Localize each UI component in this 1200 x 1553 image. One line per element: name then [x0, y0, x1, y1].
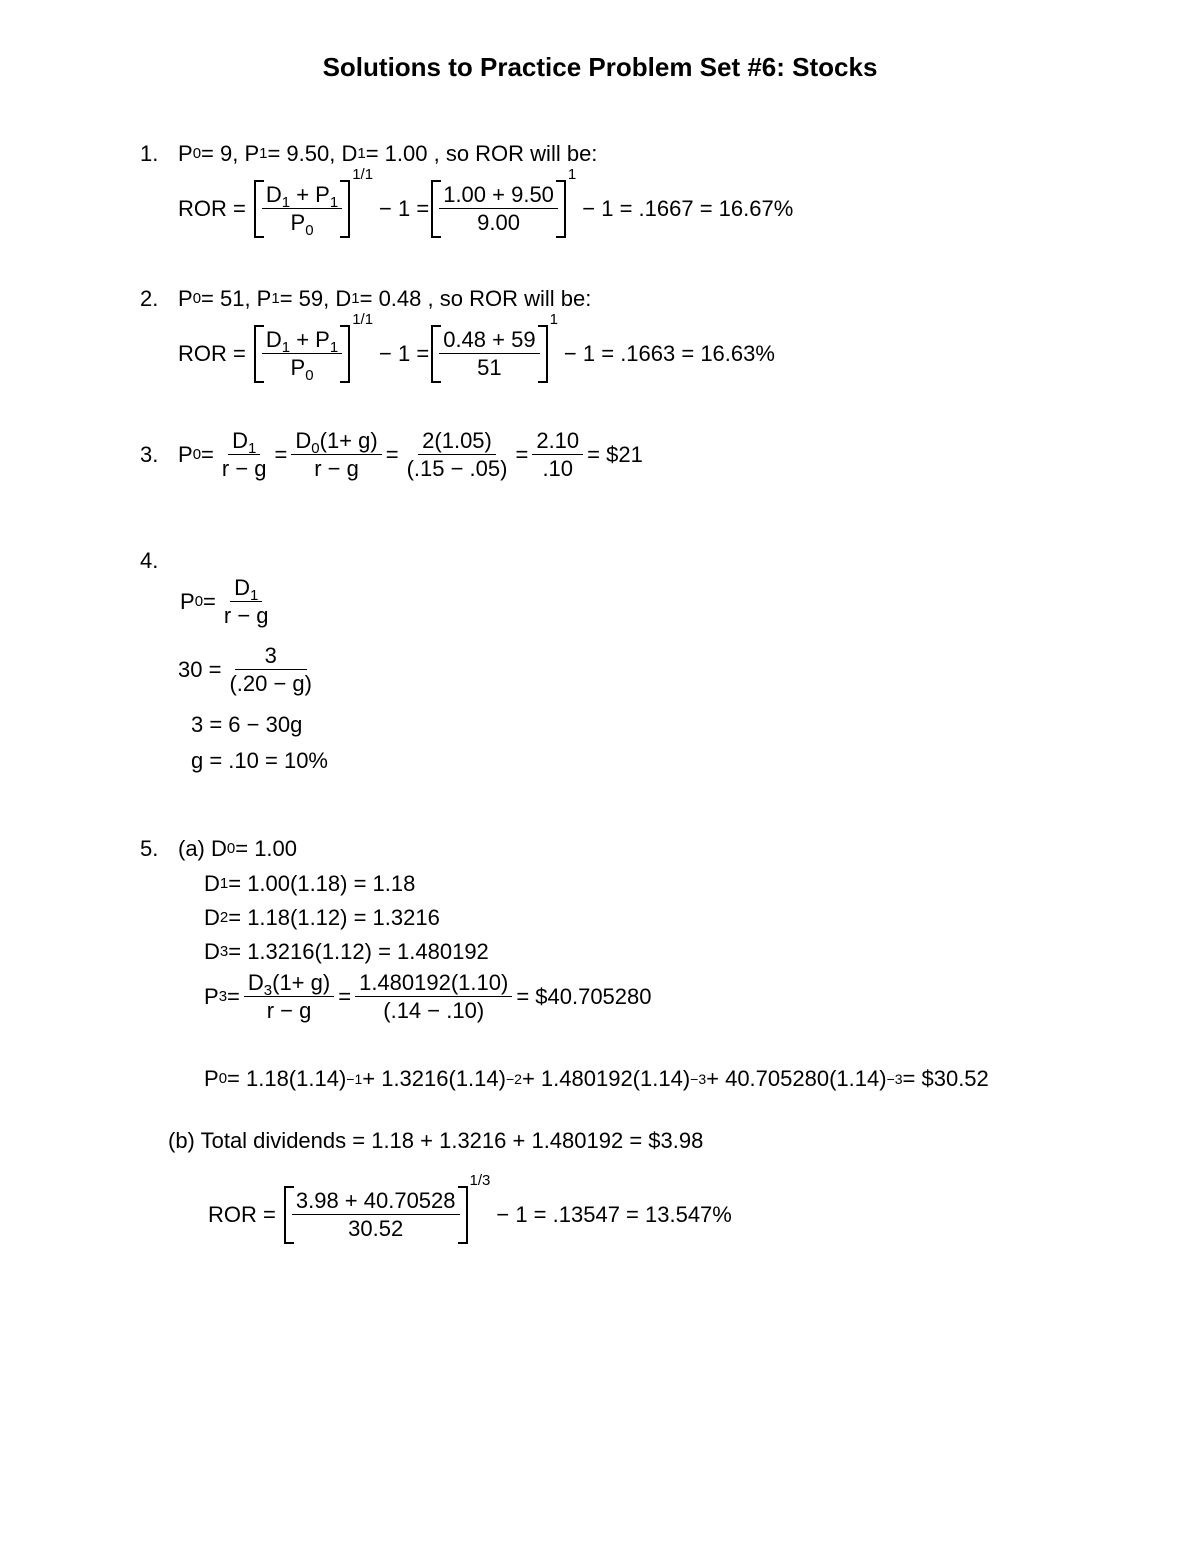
bracket: $\frac{3.98 + 40.70528}{30.52}$: [284, 1186, 468, 1244]
bracket: $\frac{D_1 + P_1}{P_0}$: [254, 325, 350, 383]
problem-4-line-3: 3 = 6 − 30g: [191, 712, 303, 737]
problem-5-d1: D 1 = 1.00(1.18) = 1.18: [204, 871, 416, 896]
problem-5-d2: D 2 = 1.18(1.12) = 1.3216: [204, 905, 440, 930]
problem-2-ror-equation: ROR = $\frac{D_1 + P_1}{P_0}$ 1/1 − 1 = $\frac{0.48 + 59}{51}$ 1 − 1 = .1663 = 16.63%: [178, 311, 775, 385]
problem-4-line-4: g = .10 = 10%: [191, 748, 328, 773]
bracket: $\frac{D_1 + P_1}{P_0}$: [254, 180, 350, 238]
problem-1-ror-equation: ROR = $\frac{D_1 + P_1}{P_0}$ 1/1 − 1 = $\frac{1.00 + 9.50}{9.00}$ 1 − 1 = .1667 = 16.67%: [178, 166, 794, 240]
problem-2-given: 2. P 0 = 51, P 1 = 59, D 1 = 0.48 , so ROR will be:: [140, 286, 592, 311]
problem-number: 4.: [140, 548, 159, 573]
problem-1-given: 1. P 0 = 9, P 1 = 9.50, D 1 = 1.00 , so ROR will be:: [140, 141, 598, 166]
page-title: Solutions to Practice Problem Set #6: Stocks: [322, 52, 878, 82]
problem-number: 3.: [140, 441, 159, 467]
problem-5-a: 5. (a) D 0 = 1.00: [140, 836, 298, 861]
bracket: $\frac{0.48 + 59}{51}$: [431, 325, 547, 383]
problem-5-ror-equation: ROR = $\frac{3.98 + 40.70528}{30.52}$ 1/3 − 1 = .13547 = 13.547%: [208, 1186, 732, 1244]
problem-4-line-2: 30 = $\frac{3}{(.20 - g)}$: [178, 643, 312, 697]
bracket: $\frac{1.00 + 9.50}{9.00}$: [431, 180, 566, 238]
problem-5-d3: D 3 = 1.3216(1.12) = 1.480192: [204, 939, 489, 964]
problem-5-p0: P 0 = 1.18(1.14) −1 + 1.3216(1.14) −2 + 1.480192(1.14) −3 + 40.705280(1.14) −3 = $30.52: [204, 1066, 989, 1091]
problem-number: 2.: [140, 286, 159, 311]
problem-number: 1.: [140, 141, 159, 166]
problem-5-p3: P 3 = $\frac{D_3(1+ g)}{r - g}$ = $\frac{1.480192(1.10)}{(.14 - .10)}$ = $40.705280: [204, 970, 652, 1024]
problem-4-line-1: P 0 = $\frac{D_1}{r - g}$: [180, 575, 269, 629]
problem-5-b: (b) Total dividends = 1.18 + 1.3216 + 1.480192 = $3.98: [168, 1128, 704, 1153]
problem-number: 5.: [140, 836, 159, 861]
problem-3-equation: 3. P 0 = $\frac{D_1}{r - g}$ = $\frac{D_0(1+ g)}{r - g}$ = $\frac{2(1.05)}{(.15 - .05)}$ = $\frac{2.10}{.10}$ = $21: [140, 428, 643, 482]
